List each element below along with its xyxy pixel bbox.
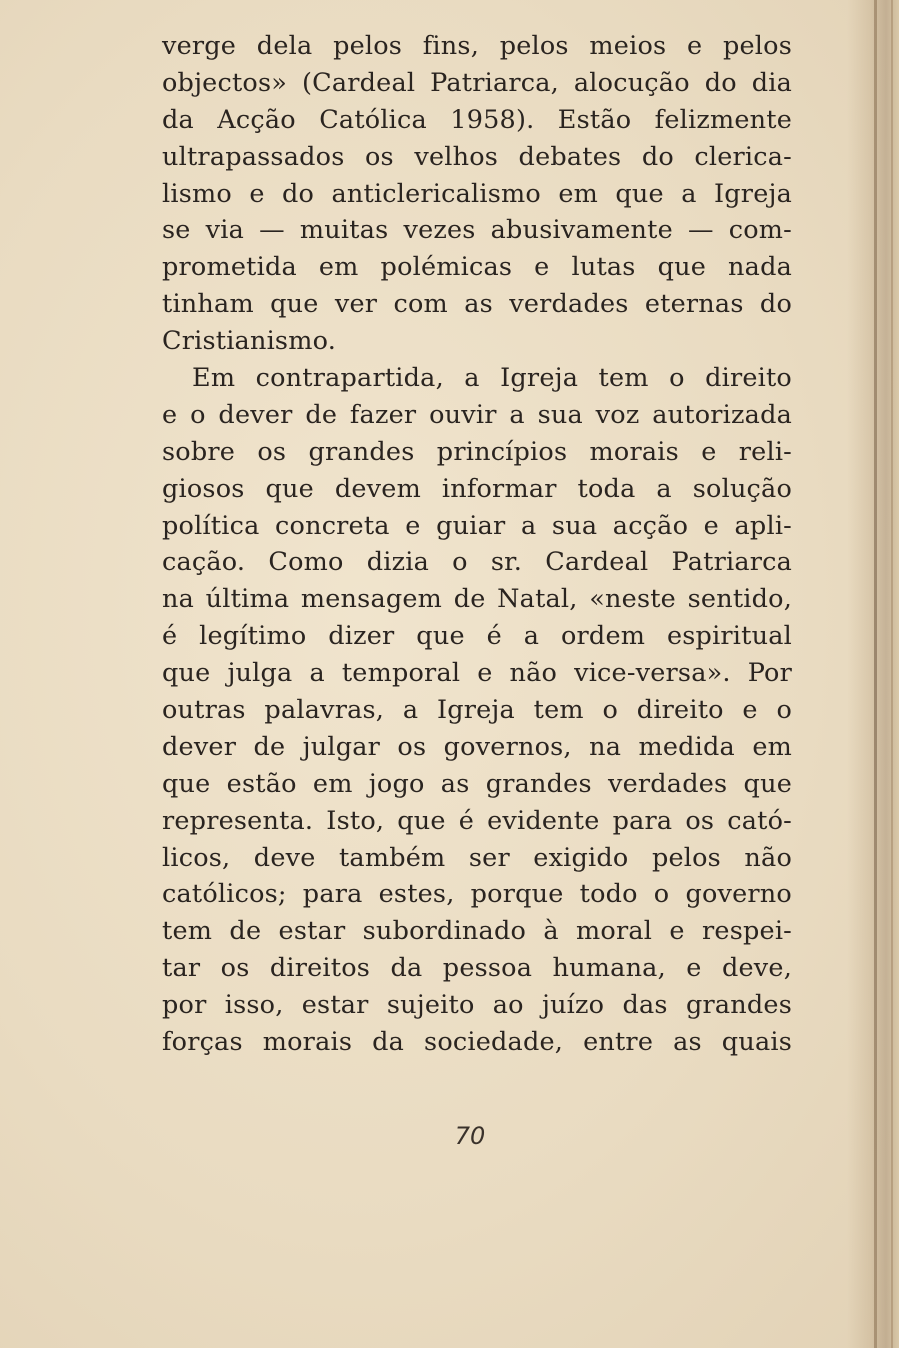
- text-line: na última mensagem de Natal, «neste sentido,: [162, 584, 792, 615]
- text-line: se via — muitas vezes abusivamente — com-: [162, 215, 792, 246]
- text-line: da Acção Católica 1958). Estão felizmente: [162, 104, 792, 135]
- text-line: e o dever de fazer ouvir a sua voz autorizada: [162, 399, 792, 430]
- paragraph-start-line: Em contrapartida, a Igreja tem o direito: [192, 363, 792, 394]
- text-line: política concreta e guiar a sua acção e apli-: [162, 510, 792, 541]
- text-line: tem de estar subordinado à moral e respei-: [162, 916, 792, 947]
- text-line: Cristianismo.: [162, 326, 337, 357]
- text-line: licos, deve também ser exigido pelos não: [162, 842, 792, 873]
- text-line: lismo e do anticlericalismo em que a Igreja: [162, 178, 792, 209]
- text-line: verge dela pelos fins, pelos meios e pelos: [162, 31, 792, 61]
- text-line: por isso, estar sujeito ao juízo das grandes: [162, 990, 792, 1021]
- text-line: que estão em jogo as grandes verdades que: [162, 768, 792, 799]
- text-line: tinham que ver com as verdades eternas do: [162, 289, 792, 320]
- text-line: tar os direitos da pessoa humana, e deve,: [162, 953, 792, 984]
- text-line: é legítimo dizer que é a ordem espiritual: [162, 621, 792, 652]
- text-line: outras palavras, a Igreja tem o direito e o: [162, 695, 792, 726]
- text-line: dever de julgar os governos, na medida em: [162, 731, 792, 762]
- text-line: que julga a temporal e não vice-versa». Por: [162, 658, 792, 689]
- text-line: ultrapassados os velhos debates do clerica-: [162, 141, 792, 172]
- text-line: giosos que devem informar toda a solução: [162, 473, 792, 504]
- text-line: católicos; para estes, porque todo o governo: [162, 879, 792, 910]
- text-line: sobre os grandes princípios morais e reli-: [162, 436, 792, 467]
- text-line: forças morais da sociedade, entre as quais: [162, 1027, 792, 1058]
- page-number: 70: [454, 1122, 486, 1150]
- text-line: objectos» (Cardeal Patriarca, alocução do dia: [162, 67, 792, 98]
- text-line: representa. Isto, que é evidente para os cató-: [162, 805, 792, 836]
- text-line: prometida em polémicas e lutas que nada: [162, 252, 792, 283]
- body-text: [162, 28, 792, 1061]
- text-line: cação. Como dizia o sr. Cardeal Patriarca: [162, 547, 792, 578]
